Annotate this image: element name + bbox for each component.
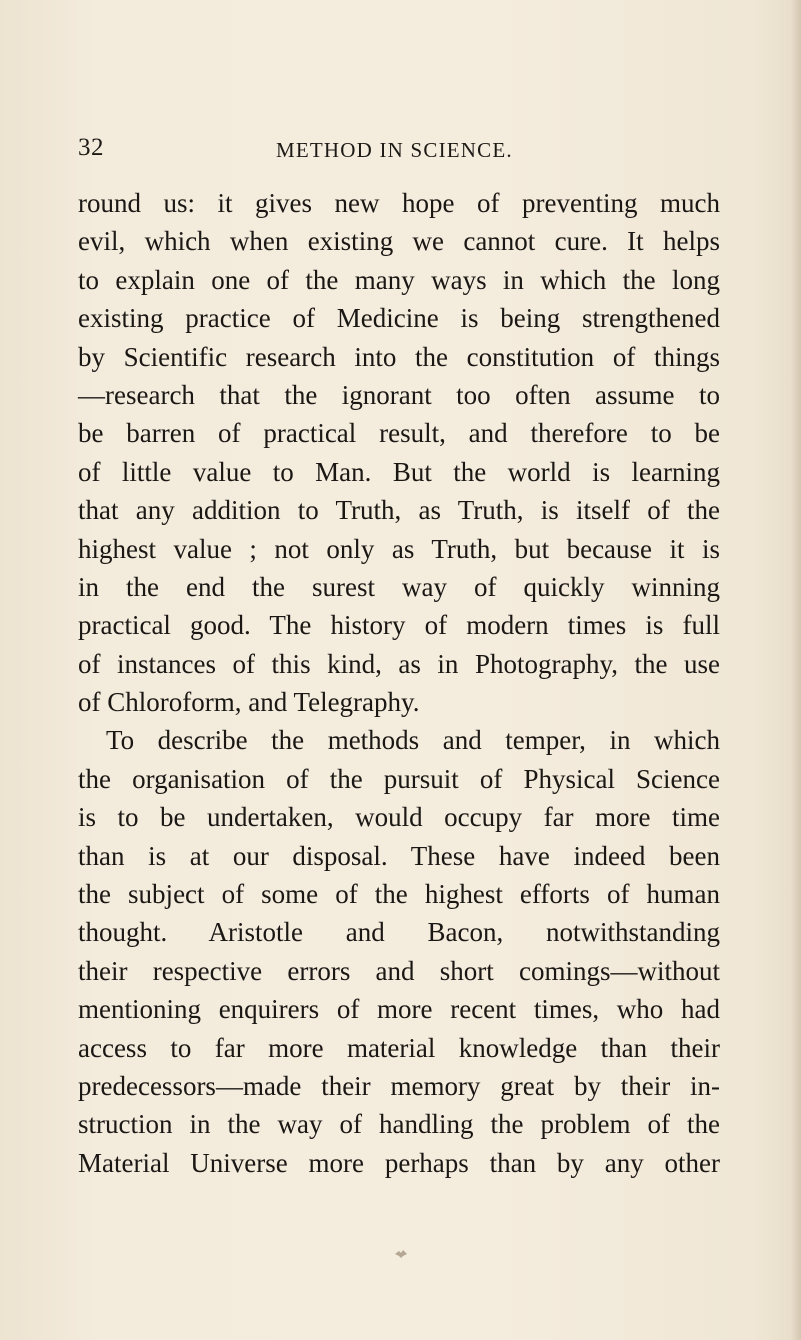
body-text [78, 184, 720, 1182]
text-line: their respective errors and short comings—without [78, 955, 720, 986]
running-title: METHOD IN SCIENCE. [276, 138, 513, 162]
text-line: the subject of some of the highest efforts of human [78, 879, 720, 910]
page-number: 32 [78, 134, 104, 161]
page-edge-shadow [791, 0, 801, 1340]
text-line: the organisation of the pursuit of Physical Science [78, 763, 720, 794]
text-line: round us: it gives new hope of preventing much [78, 188, 720, 218]
text-line: evil, which when existing we cannot cure. It helps [78, 226, 720, 257]
paragraph-end-line: of Chloroform, and Telegraphy. [78, 687, 420, 718]
text-line: Material Universe more perhaps than by any other [78, 1147, 720, 1178]
text-line: be barren of practical result, and therefore to be [78, 418, 720, 449]
text-line: practical good. The history of modern times is full [78, 610, 720, 641]
page-header [0, 134, 801, 168]
text-line: predecessors—made their memory great by their in- [78, 1070, 720, 1101]
printer-ornament-icon [394, 1248, 408, 1260]
text-line: struction in the way of handling the problem of the [78, 1109, 720, 1140]
text-line: highest value ; not only as Truth, but because it is [78, 533, 720, 564]
text-line: mentioning enquirers of more recent times, who had [78, 994, 720, 1025]
text-line: than is at our disposal. These have indeed been [78, 840, 720, 871]
text-line: thought. Aristotle and Bacon, notwithstanding [78, 917, 720, 948]
text-line: is to be undertaken, would occupy far more time [78, 802, 720, 833]
text-line: to explain one of the many ways in which the long [78, 264, 720, 295]
text-line: in the end the surest way of quickly winning [78, 571, 720, 602]
text-line: of instances of this kind, as in Photography, the use [78, 648, 720, 679]
text-line: existing practice of Medicine is being strengthened [78, 303, 720, 334]
text-line: that any addition to Truth, as Truth, is itself of the [78, 495, 720, 526]
text-line: of little value to Man. But the world is learning [78, 456, 720, 487]
text-line: by Scientific research into the constitution of things [78, 341, 720, 372]
text-line: access to far more material knowledge than their [78, 1032, 720, 1063]
paragraph-start-line: To describe the methods and temper, in which [106, 725, 720, 756]
text-line: —research that the ignorant too often assume to [78, 379, 720, 410]
